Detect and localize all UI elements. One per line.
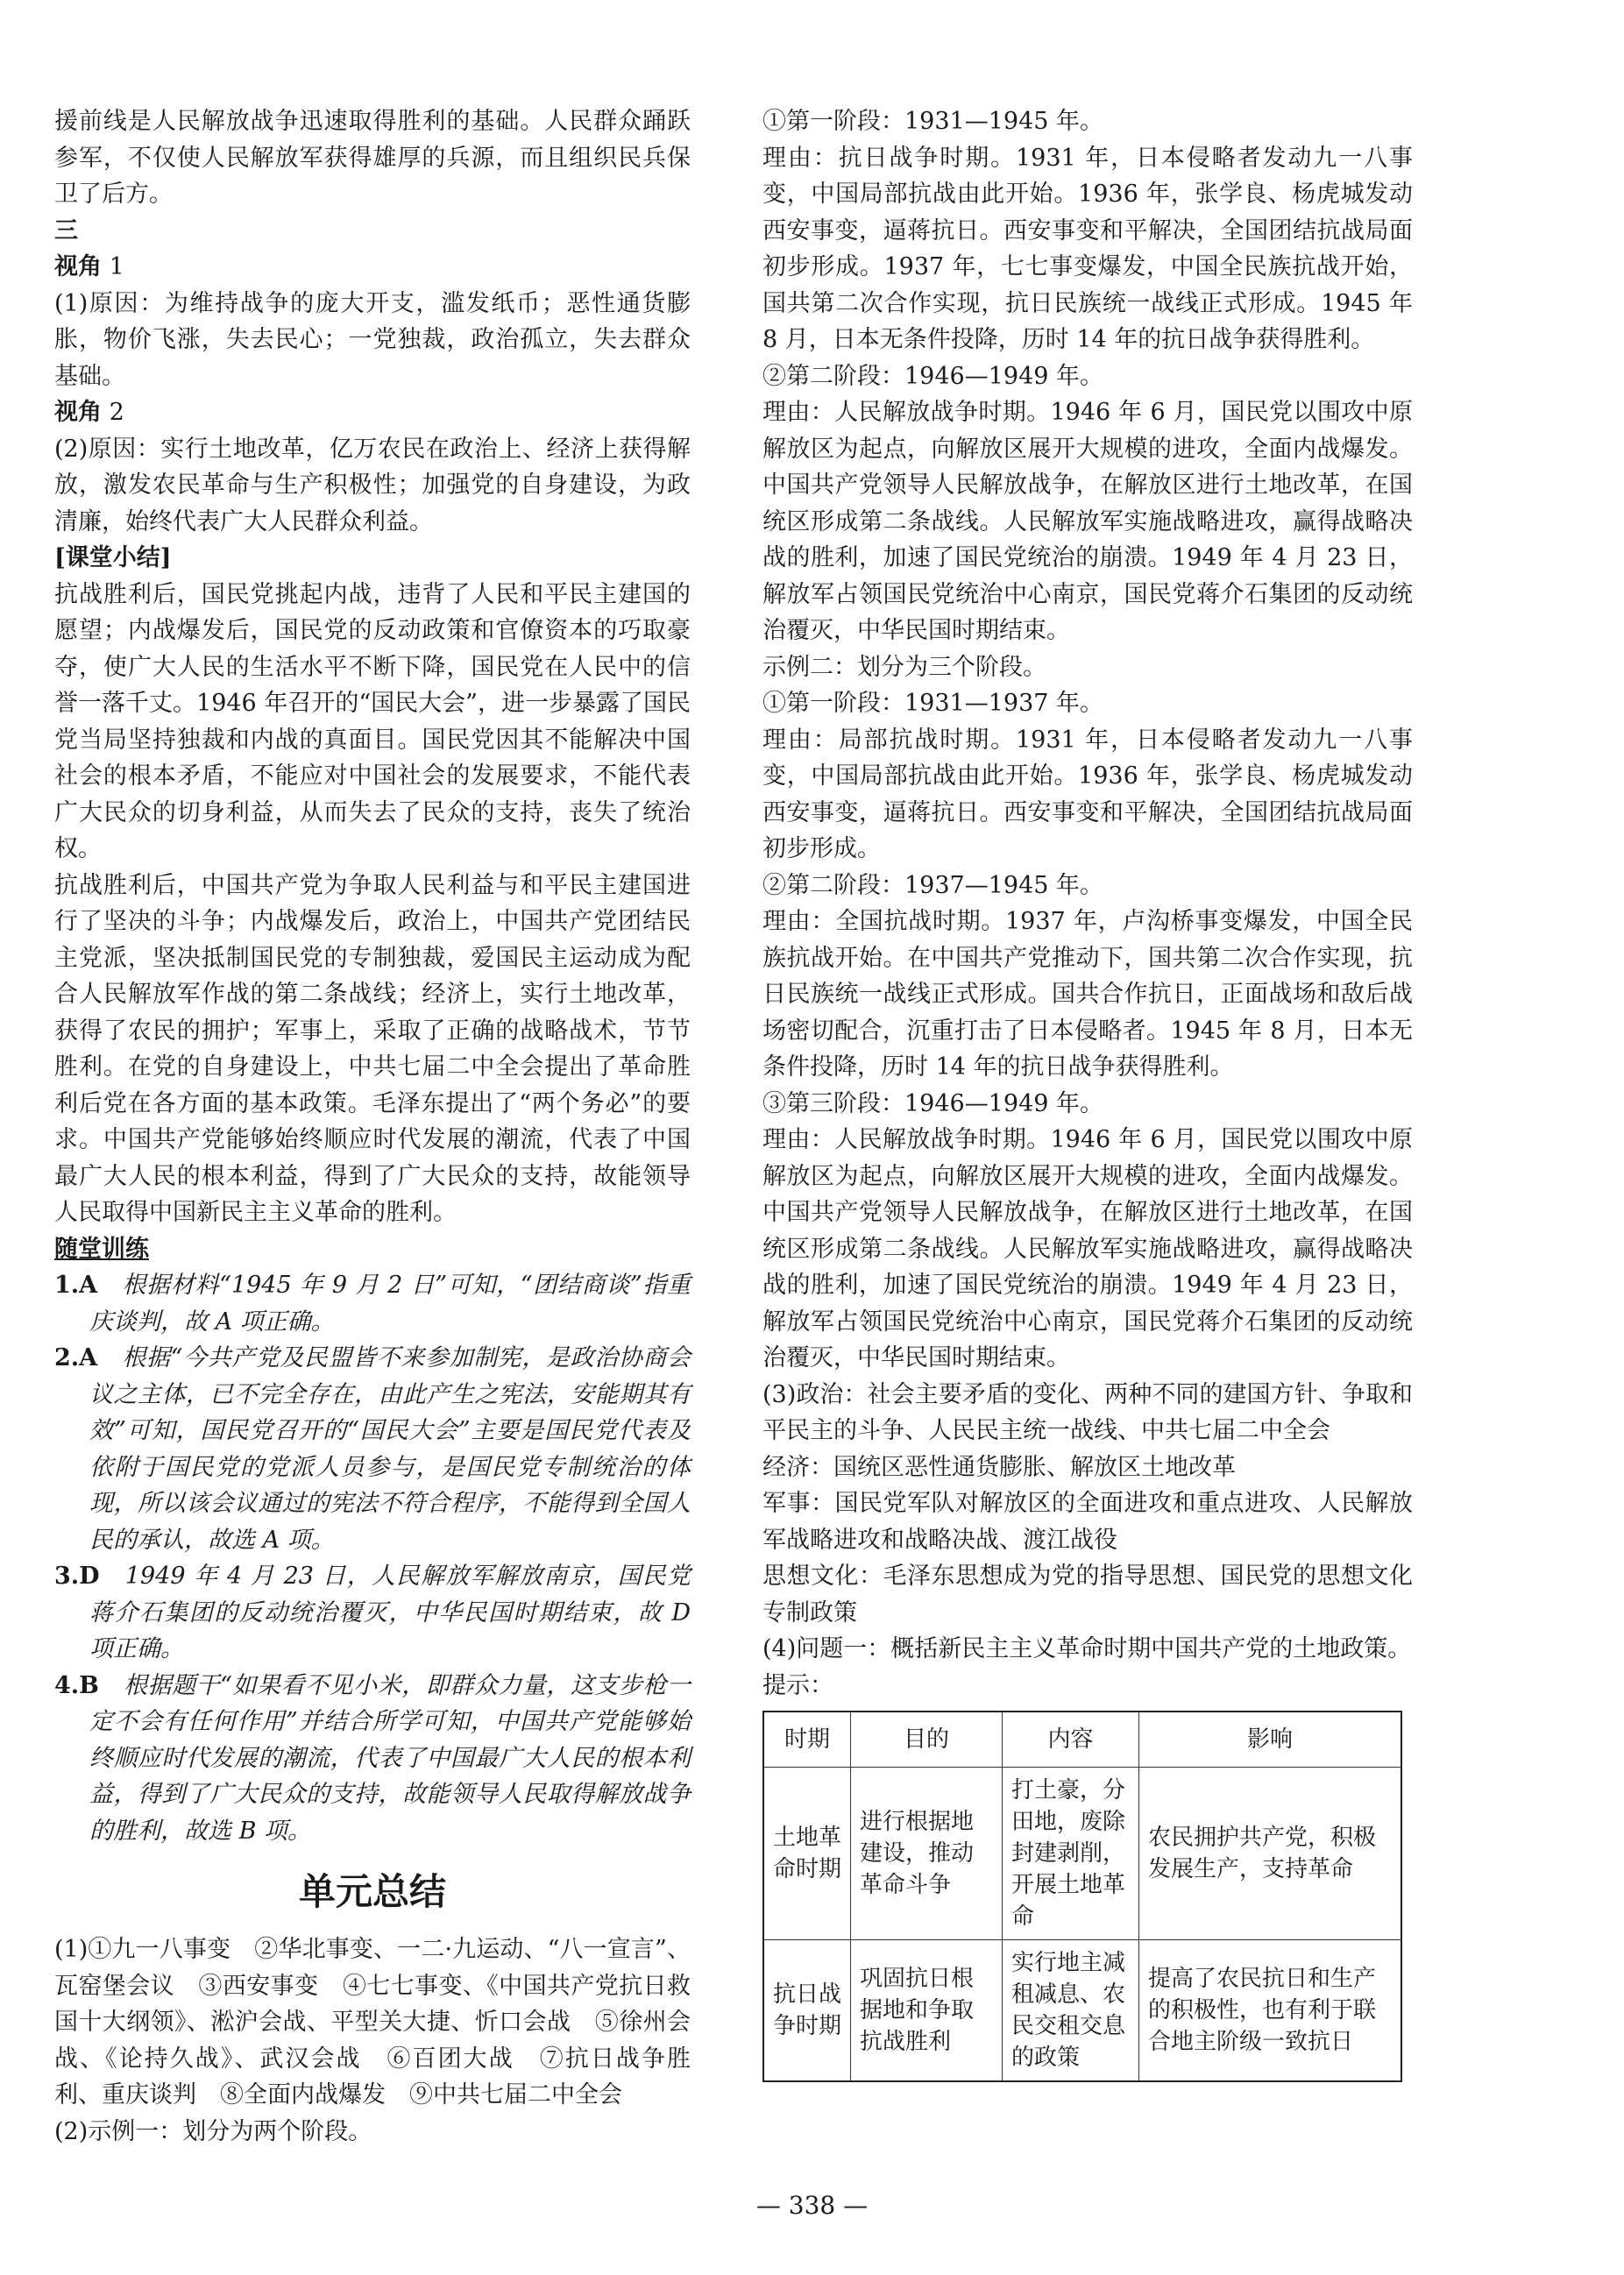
paragraph: ②第二阶段：1946—1949 年。 — [762, 362, 1104, 390]
table-cell: 抗日战争时期 — [763, 1940, 851, 2082]
answer-item — [54, 1267, 691, 1340]
table-header-cell: 内容 — [1003, 1712, 1139, 1768]
table-header-row — [763, 1712, 1401, 1768]
left-column — [54, 103, 691, 2150]
paragraph: 理由：局部抗战时期。1931 年，日本侵略者发动九一八事变，中国局部抗战由此开始。1936 年，张学良、杨虎城发动西安事变，逼蒋抗日。西安事变和平解决，全国团结抗战局面初步形成。 — [762, 726, 1413, 862]
paragraph: 理由：抗日战争时期。1931 年，日本侵略者发动九一八事变，中国局部抗战由此开始。1936 年，张学良、杨虎城发动西安事变，逼蒋抗日。西安事变和平解决，全国团结抗战局面初步形成。1937 年，七七事变爆发，中国全民族抗战开始，国共第二次合作实现，抗日民族统一战线正式形成。1945 年 8 月，日本无条件投降，历时 14 年的抗日战争获得胜利。 — [762, 144, 1413, 353]
answer-item — [54, 1668, 691, 1850]
right-column — [762, 103, 1413, 2082]
table-cell: 农民拥护共产党，积极发展生产，支持革命 — [1139, 1768, 1402, 1940]
table-cell: 提高了农民抗日和生产的积极性，也有利于联合地主阶级一致抗日 — [1139, 1940, 1402, 2082]
paragraph: (2)原因：实行土地改革，亿万农民在政治上、经济上获得解放，激发农民革命与生产积极性；加强党的自身建设，为政清廉，始终代表广大人民群众利益。 — [54, 435, 691, 535]
paragraph: 思想文化：毛泽东思想成为党的指导思想、国民党的思想文化专制政策 — [762, 1563, 1413, 1627]
paragraph: ①第一阶段：1931—1945 年。 — [762, 108, 1104, 135]
paragraph: ①第一阶段：1931—1937 年。 — [762, 690, 1104, 717]
page-number: — 338 — — [755, 2191, 869, 2220]
paragraph: 援前线是人民解放战争迅速取得胜利的基础。人民群众踊跃参军，不仅使人民解放军获得雄厚的兵源，而且组织民兵保卫了后方。 — [54, 108, 691, 208]
paragraph: 理由：人民解放战争时期。1946 年 6 月，国民党以围攻中原解放区为起点，向解放区展开大规模的进攻，全面内战爆发。中国共产党领导人民解放战争，在解放区进行土地改革，在国统区形成第二条战线。人民解放军实施战略进攻，赢得战略决战的胜利，加速了国民党统治的崩溃。1949 年 4 月 23 日，解放军占领国民党统治中心南京，国民党蒋介石集团的反动统治覆灭，中华民国时期结束。 — [762, 399, 1413, 644]
section-heading: 三 — [54, 216, 78, 245]
paragraph: 理由：全国抗战时期。1937 年，卢沟桥事变爆发，中国全民族抗战开始。在中国共产党推动下，国共第二次合作实现，抗日民族统一战线正式形成。国共合作抗日，正面战场和敌后战场密切配合，沉重打击了日本侵略者。1945 年 8 月，日本无条件投降，历时 14 年的抗日战争获得胜利。 — [762, 908, 1413, 1081]
view-heading — [54, 249, 691, 286]
view-label: 视角 — [54, 253, 102, 280]
paragraph: (3)政治：社会主要矛盾的变化、两种不同的建国方针、争取和平民主的斗争、人民民主统一战线、中共七届二中全会 — [762, 1380, 1413, 1444]
table-header-cell: 目的 — [851, 1712, 1003, 1768]
paragraph: (1)①九一八事变 ②华北事变、一二·九运动、“八一宣言”、瓦窑堡会议 ③西安事变 ④七七事变、《中国共产党抗日救国十大纲领》、淞沪会战、平型关大捷、忻口会战 ⑤徐州会战、《论持久战》、武汉会战 ⑥百团大战 ⑦抗日战争胜利、重庆谈判 ⑧全面内战爆发 ⑨中共七届二中全会 — [54, 1936, 691, 2108]
answer-item — [54, 1340, 691, 1558]
table-header-cell: 时期 — [763, 1712, 851, 1768]
table-cell: 进行根据地建设，推动革命斗争 — [851, 1768, 1003, 1940]
view-number: 1 — [109, 253, 124, 280]
practice-header: 随堂训练 — [54, 1235, 149, 1263]
paragraph: (4)问题一：概括新民主主义革命时期中国共产党的土地政策。 — [762, 1635, 1412, 1662]
table-row — [763, 1768, 1401, 1940]
view-heading — [54, 394, 691, 431]
paragraph: 军事：国民党军队对解放区的全面进攻和重点进攻、人民解放军战略进攻和战略决战、渡江战役 — [762, 1490, 1413, 1554]
answer-number: 4.B — [54, 1671, 100, 1699]
paragraph: ②第二阶段：1937—1945 年。 — [762, 871, 1104, 899]
table-cell: 打土豪，分田地，废除封建剥削，开展土地革命 — [1003, 1768, 1139, 1940]
paragraph: 经济：国统区恶性通货膨胀、解放区土地改革 — [762, 1453, 1236, 1481]
paragraph: (2)示例一：划分为两个阶段。 — [54, 2117, 372, 2145]
land-policy-table — [762, 1711, 1402, 2082]
answer-item — [54, 1558, 691, 1668]
paragraph: 抗战胜利后，国民党挑起内战，违背了人民和平民主建国的愿望；内战爆发后，国民党的反动政策和官僚资本的巧取豪夺，使广大人民的生活水平不断下降，国民党在人民中的信誉一落千丈。1946 年召开的“国民大会”，进一步暴露了国民党当局坚持独裁和内战的真面目。国民党因其不能解决中国社会的根本矛盾，不能应对中国社会的发展要求，不能代表广大民众的切身利益，从而失去了民众的支持，丧失了统治权。 — [54, 580, 691, 862]
answer-number: 2.A — [54, 1344, 98, 1371]
paragraph: ③第三阶段：1946—1949 年。 — [762, 1089, 1104, 1117]
view-label: 视角 — [54, 399, 102, 426]
paragraph: 提示： — [762, 1671, 833, 1699]
table-header-cell: 影响 — [1139, 1712, 1402, 1768]
answer-text: 1949 年 4 月 23 日，人民解放军解放南京，国民党蒋介石集团的反动统治覆灭，中华民国时期结束，故 D 项正确。 — [89, 1563, 691, 1662]
answer-number: 3.D — [54, 1563, 100, 1590]
paragraph: 理由：人民解放战争时期。1946 年 6 月，国民党以围攻中原解放区为起点，向解放区展开大规模的进攻，全面内战爆发。中国共产党领导人民解放战争，在解放区进行土地改革，在国统区形成第二条战线。人民解放军实施战略进攻，赢得战略决战的胜利，加速了国民党统治的崩溃。1949 年 4 月 23 日，解放军占领国民党统治中心南京，国民党蒋介石集团的反动统治覆灭，中华民国时期结束。 — [762, 1126, 1413, 1371]
unit-summary-title: 单元总结 — [298, 1870, 446, 1913]
table-row — [763, 1940, 1401, 2082]
answer-text: 根据材料“1945 年 9 月 2 日”可知，“团结商谈”指重庆谈判，故 A 项正确。 — [89, 1272, 691, 1336]
table-cell: 巩固抗日根据地和争取抗战胜利 — [851, 1940, 1003, 2082]
answer-text: 根据题干“如果看不见小米，即群众力量，这支步枪一定不会有任何作用”并结合所学可知，中国共产党能够始终顺应时代发展的潮流，代表了中国最广大人民的根本利益，得到了广大民众的支持，故能领导人民取得解放战争的胜利，故选 B 项。 — [89, 1671, 691, 1845]
paragraph: 示例二：划分为三个阶段。 — [762, 653, 1046, 681]
answer-text: 根据“今共产党及民盟皆不来参加制宪，是政治协商会议之主体，已不完全存在，由此产生之宪法，安能期其有效”可知，国民党召开的“国民大会”主要是国民党代表及依附于国民党的党派人员参与，是国民党专制统治的体现，所以该会议通过的宪法不符合程序，不能得到全国人民的承认，故选 A 项。 — [89, 1344, 691, 1554]
paragraph: 抗战胜利后，中国共产党为争取人民利益与和平民主建国进行了坚决的斗争；内战爆发后，政治上，中国共产党团结民主党派，坚决抵制国民党的专制独裁，爱国民主运动成为配合人民解放军作战的第二条战线；经济上，实行土地改革，获得了农民的拥护；军事上，采取了正确的战略战术，节节胜利。在党的自身建设上，中共七届二中全会提出了革命胜利后党在各方面的基本政策。毛泽东提出了“两个务必”的要求。中国共产党能够始终顺应时代发展的潮流，代表了中国最广大人民的根本利益，得到了广大民众的支持，故能领导人民取得中国新民主主义革命的胜利。 — [54, 871, 691, 1226]
table-cell: 土地革命时期 — [763, 1768, 851, 1940]
view-number: 2 — [109, 399, 124, 426]
paragraph: (1)原因：为维持战争的庞大开支，滥发纸币；恶性通货膨胀，物价飞涨，失去民心；一党独裁，政治孤立，失去群众基础。 — [54, 289, 691, 390]
summary-header: [课堂小结] — [54, 544, 172, 571]
answer-number: 1.A — [54, 1272, 98, 1299]
table-cell: 实行地主减租减息、农民交租交息的政策 — [1003, 1940, 1139, 2082]
